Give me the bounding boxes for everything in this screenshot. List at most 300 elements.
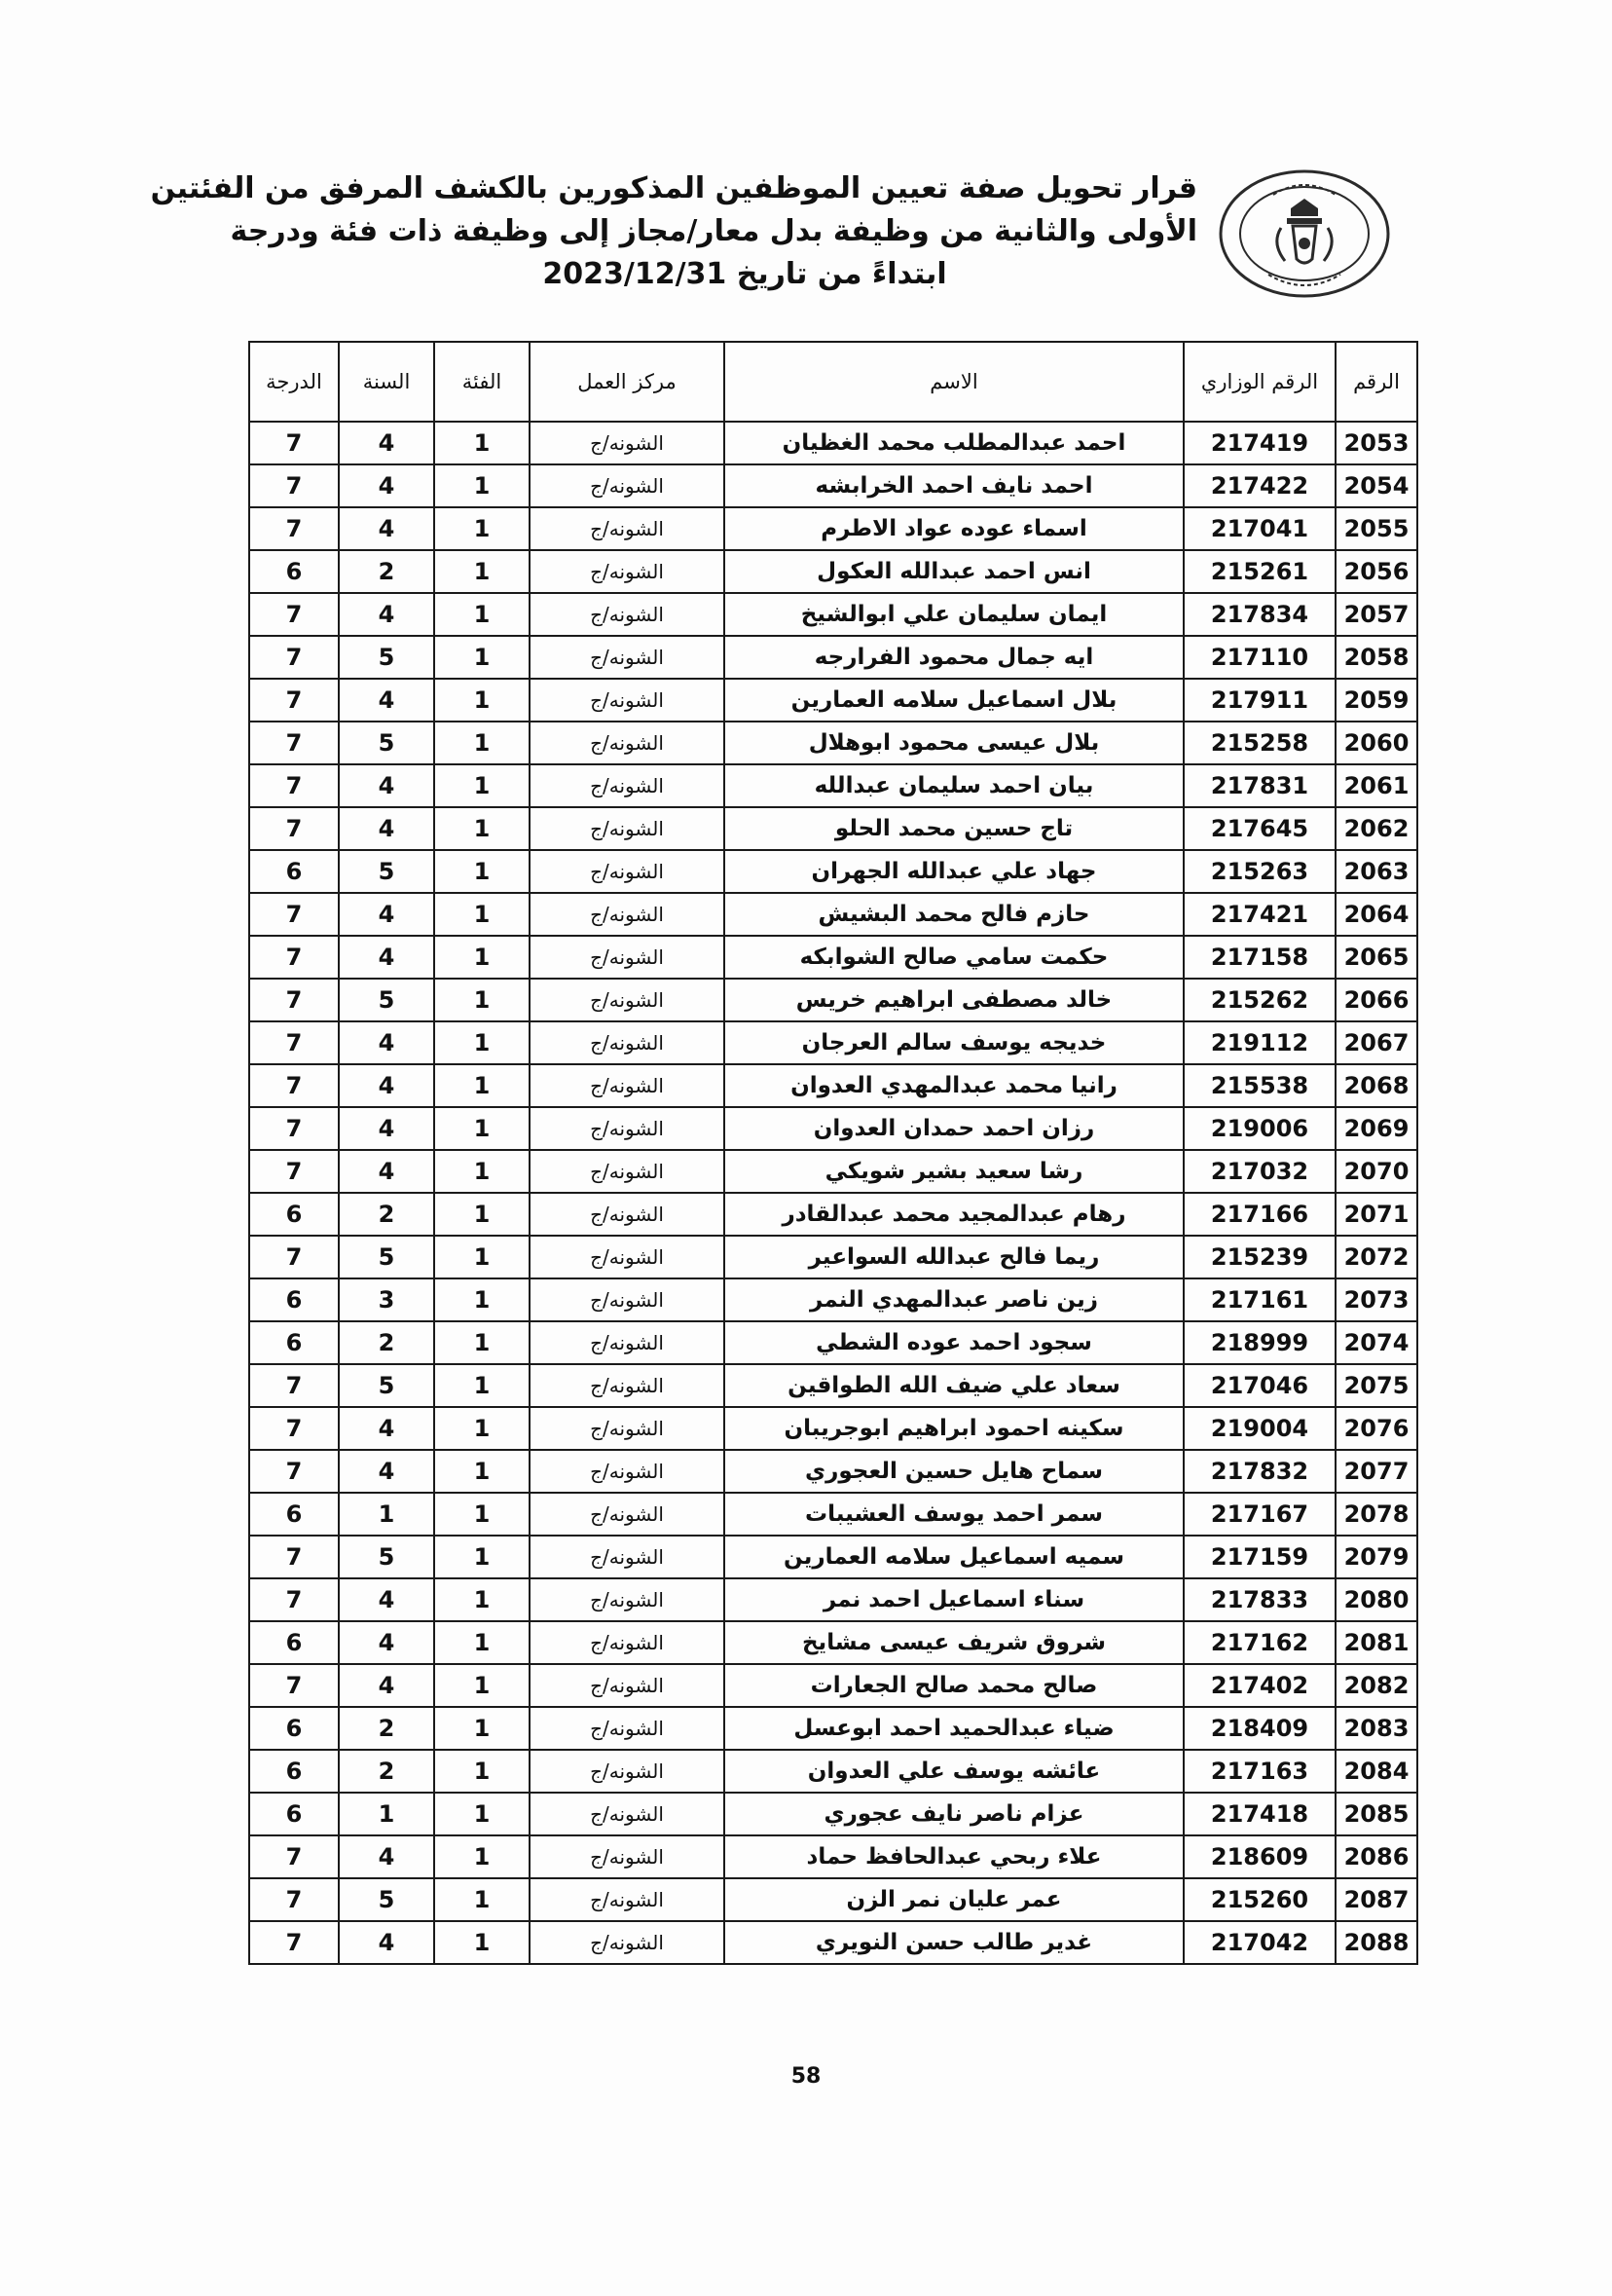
cell-work-center: الشونه/ج xyxy=(530,1707,724,1750)
cell-category: 1 xyxy=(434,679,530,722)
cell-year: 2 xyxy=(339,1193,434,1236)
cell-year: 4 xyxy=(339,1664,434,1707)
cell-grade: 7 xyxy=(249,722,339,764)
cell-work-center: الشونه/ج xyxy=(530,893,724,936)
cell-ministry-id: 217422 xyxy=(1184,464,1336,507)
cell-ministry-id: 217158 xyxy=(1184,936,1336,979)
cell-category: 1 xyxy=(434,979,530,1021)
column-header-work-center: مركز العمل xyxy=(530,342,724,422)
cell-ministry-id: 215262 xyxy=(1184,979,1336,1021)
cell-year: 4 xyxy=(339,893,434,936)
cell-num: 2057 xyxy=(1336,593,1417,636)
cell-year: 4 xyxy=(339,1107,434,1150)
table-row xyxy=(249,1407,1417,1450)
cell-grade: 7 xyxy=(249,593,339,636)
cell-num: 2055 xyxy=(1336,507,1417,550)
table-row xyxy=(249,1493,1417,1536)
cell-work-center: الشونه/ج xyxy=(530,1493,724,1536)
cell-category: 1 xyxy=(434,1193,530,1236)
table-row xyxy=(249,593,1417,636)
table-row xyxy=(249,464,1417,507)
table-row xyxy=(249,893,1417,936)
cell-work-center: الشونه/ج xyxy=(530,422,724,464)
cell-ministry-id: 217041 xyxy=(1184,507,1336,550)
cell-name: انس احمد عبدالله العكول xyxy=(724,550,1184,593)
cell-category: 1 xyxy=(434,1107,530,1150)
cell-num: 2085 xyxy=(1336,1793,1417,1835)
cell-work-center: الشونه/ج xyxy=(530,1878,724,1921)
cell-name: تاج حسين محمد الحلو xyxy=(724,807,1184,850)
cell-ministry-id: 217161 xyxy=(1184,1278,1336,1321)
cell-name: ايمان سليمان علي ابوالشيخ xyxy=(724,593,1184,636)
cell-grade: 7 xyxy=(249,422,339,464)
cell-ministry-id: 215239 xyxy=(1184,1236,1336,1278)
cell-name: سناء اسماعيل احمد نمر xyxy=(724,1578,1184,1621)
table-row xyxy=(249,1064,1417,1107)
cell-work-center: الشونه/ج xyxy=(530,1278,724,1321)
cell-num: 2088 xyxy=(1336,1921,1417,1964)
table-row xyxy=(249,979,1417,1021)
cell-work-center: الشونه/ج xyxy=(530,1064,724,1107)
cell-work-center: الشونه/ج xyxy=(530,1750,724,1793)
table-body xyxy=(249,422,1417,1964)
cell-work-center: الشونه/ج xyxy=(530,1407,724,1450)
cell-name: سعاد علي ضيف الله الطواقين xyxy=(724,1364,1184,1407)
cell-grade: 7 xyxy=(249,1878,339,1921)
cell-grade: 7 xyxy=(249,893,339,936)
cell-grade: 7 xyxy=(249,1835,339,1878)
decision-heading xyxy=(150,167,1197,296)
cell-ministry-id: 219112 xyxy=(1184,1021,1336,1064)
cell-grade: 6 xyxy=(249,1707,339,1750)
cell-grade: 7 xyxy=(249,507,339,550)
cell-name: جهاد علي عبدالله الجهران xyxy=(724,850,1184,893)
cell-name: زين ناصر عبدالمهدي النمر xyxy=(724,1278,1184,1321)
cell-year: 4 xyxy=(339,1921,434,1964)
cell-name: رانيا محمد عبدالمهدي العدوان xyxy=(724,1064,1184,1107)
cell-category: 1 xyxy=(434,850,530,893)
cell-grade: 7 xyxy=(249,1150,339,1193)
cell-num: 2070 xyxy=(1336,1150,1417,1193)
cell-name: بلال اسماعيل سلامه العمارين xyxy=(724,679,1184,722)
table-row xyxy=(249,550,1417,593)
cell-name: ضياء عبدالحميد احمد ابوعسل xyxy=(724,1707,1184,1750)
cell-work-center: الشونه/ج xyxy=(530,807,724,850)
cell-name: اسماء عوده عواد الاطرم xyxy=(724,507,1184,550)
table-header-row xyxy=(249,342,1417,422)
heading-line-3: ابتداءً من تاريخ 2023/12/31 xyxy=(542,257,947,291)
cell-work-center: الشونه/ج xyxy=(530,1321,724,1364)
cell-category: 1 xyxy=(434,1364,530,1407)
column-header-category: الفئة xyxy=(434,342,530,422)
table-row xyxy=(249,636,1417,679)
cell-ministry-id: 217833 xyxy=(1184,1578,1336,1621)
cell-year: 4 xyxy=(339,1064,434,1107)
cell-category: 1 xyxy=(434,1536,530,1578)
table-row xyxy=(249,507,1417,550)
cell-ministry-id: 215260 xyxy=(1184,1878,1336,1921)
cell-name: سجود احمد عوده الشطي xyxy=(724,1321,1184,1364)
cell-work-center: الشونه/ج xyxy=(530,1793,724,1835)
cell-num: 2064 xyxy=(1336,893,1417,936)
cell-name: ريما فالح عبدالله السواعير xyxy=(724,1236,1184,1278)
table-row xyxy=(249,1364,1417,1407)
cell-num: 2071 xyxy=(1336,1193,1417,1236)
cell-grade: 7 xyxy=(249,1407,339,1450)
cell-category: 1 xyxy=(434,464,530,507)
cell-category: 1 xyxy=(434,722,530,764)
cell-name: احمد نايف احمد الخرابشه xyxy=(724,464,1184,507)
cell-ministry-id: 217911 xyxy=(1184,679,1336,722)
table-row xyxy=(249,1278,1417,1321)
cell-category: 1 xyxy=(434,893,530,936)
cell-num: 2076 xyxy=(1336,1407,1417,1450)
cell-work-center: الشونه/ج xyxy=(530,1236,724,1278)
cell-category: 1 xyxy=(434,1064,530,1107)
cell-name: عائشه يوسف علي العدوان xyxy=(724,1750,1184,1793)
cell-category: 1 xyxy=(434,636,530,679)
cell-category: 1 xyxy=(434,1021,530,1064)
cell-category: 1 xyxy=(434,1793,530,1835)
cell-num: 2080 xyxy=(1336,1578,1417,1621)
cell-year: 2 xyxy=(339,1321,434,1364)
cell-ministry-id: 219004 xyxy=(1184,1407,1336,1450)
cell-name: خالد مصطفى ابراهيم خريس xyxy=(724,979,1184,1021)
cell-year: 5 xyxy=(339,636,434,679)
cell-num: 2086 xyxy=(1336,1835,1417,1878)
cell-ministry-id: 217167 xyxy=(1184,1493,1336,1536)
cell-work-center: الشونه/ج xyxy=(530,1921,724,1964)
cell-num: 2056 xyxy=(1336,550,1417,593)
cell-num: 2072 xyxy=(1336,1236,1417,1278)
cell-year: 3 xyxy=(339,1278,434,1321)
table-row xyxy=(249,1021,1417,1064)
page-number: 58 xyxy=(790,2064,822,2089)
cell-num: 2062 xyxy=(1336,807,1417,850)
cell-num: 2067 xyxy=(1336,1021,1417,1064)
cell-work-center: الشونه/ج xyxy=(530,1664,724,1707)
cell-grade: 7 xyxy=(249,1364,339,1407)
cell-ministry-id: 217032 xyxy=(1184,1150,1336,1193)
cell-name: احمد عبدالمطلب محمد الغظيان xyxy=(724,422,1184,464)
cell-year: 4 xyxy=(339,807,434,850)
cell-ministry-id: 218999 xyxy=(1184,1321,1336,1364)
cell-ministry-id: 215538 xyxy=(1184,1064,1336,1107)
cell-work-center: الشونه/ج xyxy=(530,1450,724,1493)
cell-name: رهام عبدالمجيد محمد عبدالقادر xyxy=(724,1193,1184,1236)
cell-ministry-id: 219006 xyxy=(1184,1107,1336,1150)
cell-num: 2063 xyxy=(1336,850,1417,893)
cell-work-center: الشونه/ج xyxy=(530,679,724,722)
cell-year: 4 xyxy=(339,1578,434,1621)
cell-year: 2 xyxy=(339,1750,434,1793)
cell-year: 4 xyxy=(339,1835,434,1878)
cell-num: 2065 xyxy=(1336,936,1417,979)
table-row xyxy=(249,1835,1417,1878)
cell-num: 2059 xyxy=(1336,679,1417,722)
cell-name: علاء ربحي عبدالحافظ حماد xyxy=(724,1835,1184,1878)
cell-year: 2 xyxy=(339,1707,434,1750)
cell-name: عزام ناصر نايف عجوري xyxy=(724,1793,1184,1835)
cell-grade: 7 xyxy=(249,807,339,850)
cell-year: 4 xyxy=(339,936,434,979)
cell-num: 2083 xyxy=(1336,1707,1417,1750)
cell-grade: 7 xyxy=(249,979,339,1021)
cell-year: 4 xyxy=(339,1150,434,1193)
cell-name: ايه جمال محمود الفرارجه xyxy=(724,636,1184,679)
cell-name: بيان احمد سليمان عبدالله xyxy=(724,764,1184,807)
cell-work-center: الشونه/ج xyxy=(530,1578,724,1621)
table-row xyxy=(249,850,1417,893)
table-row xyxy=(249,764,1417,807)
cell-ministry-id: 217645 xyxy=(1184,807,1336,850)
cell-work-center: الشونه/ج xyxy=(530,636,724,679)
cell-year: 5 xyxy=(339,979,434,1021)
cell-name: حازم فالح محمد البشيش xyxy=(724,893,1184,936)
table-row xyxy=(249,1664,1417,1707)
cell-grade: 7 xyxy=(249,1064,339,1107)
ministry-emblem-icon xyxy=(1215,166,1395,302)
cell-work-center: الشونه/ج xyxy=(530,1835,724,1878)
cell-category: 1 xyxy=(434,1707,530,1750)
cell-grade: 7 xyxy=(249,1921,339,1964)
cell-num: 2058 xyxy=(1336,636,1417,679)
cell-year: 4 xyxy=(339,507,434,550)
cell-num: 2087 xyxy=(1336,1878,1417,1921)
cell-ministry-id: 218409 xyxy=(1184,1707,1336,1750)
cell-year: 5 xyxy=(339,722,434,764)
cell-name: سميه اسماعيل سلامه العمارين xyxy=(724,1536,1184,1578)
cell-year: 4 xyxy=(339,464,434,507)
cell-category: 1 xyxy=(434,1878,530,1921)
cell-category: 1 xyxy=(434,1407,530,1450)
cell-year: 5 xyxy=(339,850,434,893)
cell-grade: 7 xyxy=(249,1236,339,1278)
cell-num: 2079 xyxy=(1336,1536,1417,1578)
cell-year: 1 xyxy=(339,1493,434,1536)
heading-line-2: الأولى والثانية من وظيفة بدل معار/مجاز إلى وظيفة ذات فئة ودرجة xyxy=(230,214,1197,248)
cell-year: 4 xyxy=(339,764,434,807)
cell-grade: 7 xyxy=(249,1664,339,1707)
column-header-name: الاسم xyxy=(724,342,1184,422)
table-row xyxy=(249,1236,1417,1278)
cell-ministry-id: 217159 xyxy=(1184,1536,1336,1578)
cell-grade: 6 xyxy=(249,1493,339,1536)
cell-work-center: الشونه/ج xyxy=(530,550,724,593)
cell-category: 1 xyxy=(434,764,530,807)
cell-grade: 6 xyxy=(249,1793,339,1835)
cell-category: 1 xyxy=(434,1321,530,1364)
cell-year: 4 xyxy=(339,679,434,722)
cell-ministry-id: 217166 xyxy=(1184,1193,1336,1236)
cell-ministry-id: 217418 xyxy=(1184,1793,1336,1835)
cell-name: سمر احمد يوسف العشيبات xyxy=(724,1493,1184,1536)
cell-grade: 7 xyxy=(249,636,339,679)
cell-work-center: الشونه/ج xyxy=(530,593,724,636)
cell-grade: 6 xyxy=(249,1321,339,1364)
cell-name: سكينه احمود ابراهيم ابوجريبان xyxy=(724,1407,1184,1450)
cell-work-center: الشونه/ج xyxy=(530,722,724,764)
column-header-ministry-id: الرقم الوزاري xyxy=(1184,342,1336,422)
cell-work-center: الشونه/ج xyxy=(530,936,724,979)
cell-category: 1 xyxy=(434,1450,530,1493)
cell-name: حكمت سامي صالح الشوابكه xyxy=(724,936,1184,979)
cell-category: 1 xyxy=(434,1150,530,1193)
cell-category: 1 xyxy=(434,1493,530,1536)
cell-work-center: الشونه/ج xyxy=(530,1107,724,1150)
cell-work-center: الشونه/ج xyxy=(530,764,724,807)
cell-category: 1 xyxy=(434,1278,530,1321)
cell-grade: 7 xyxy=(249,764,339,807)
cell-num: 2082 xyxy=(1336,1664,1417,1707)
cell-year: 4 xyxy=(339,1407,434,1450)
cell-year: 4 xyxy=(339,593,434,636)
cell-grade: 7 xyxy=(249,679,339,722)
cell-ministry-id: 218609 xyxy=(1184,1835,1336,1878)
cell-work-center: الشونه/ج xyxy=(530,507,724,550)
cell-year: 4 xyxy=(339,422,434,464)
cell-ministry-id: 217162 xyxy=(1184,1621,1336,1664)
cell-num: 2066 xyxy=(1336,979,1417,1021)
cell-grade: 6 xyxy=(249,1621,339,1664)
cell-name: صالح محمد صالح الجعارات xyxy=(724,1664,1184,1707)
cell-work-center: الشونه/ج xyxy=(530,1150,724,1193)
cell-category: 1 xyxy=(434,1236,530,1278)
cell-year: 2 xyxy=(339,550,434,593)
cell-ministry-id: 217834 xyxy=(1184,593,1336,636)
cell-ministry-id: 217421 xyxy=(1184,893,1336,936)
cell-grade: 7 xyxy=(249,1536,339,1578)
cell-category: 1 xyxy=(434,807,530,850)
cell-grade: 7 xyxy=(249,1578,339,1621)
heading-line-1: قرار تحويل صفة تعيين الموظفين المذكورين بالكشف المرفق من الفئتين xyxy=(150,171,1197,205)
cell-year: 5 xyxy=(339,1878,434,1921)
cell-category: 1 xyxy=(434,1664,530,1707)
cell-grade: 6 xyxy=(249,1278,339,1321)
cell-year: 5 xyxy=(339,1364,434,1407)
table-row xyxy=(249,936,1417,979)
table-row xyxy=(249,1450,1417,1493)
column-header-year: السنة xyxy=(339,342,434,422)
table-row xyxy=(249,1878,1417,1921)
cell-work-center: الشونه/ج xyxy=(530,979,724,1021)
cell-category: 1 xyxy=(434,593,530,636)
cell-grade: 7 xyxy=(249,1450,339,1493)
table-row xyxy=(249,1707,1417,1750)
table-row xyxy=(249,422,1417,464)
cell-grade: 6 xyxy=(249,550,339,593)
cell-work-center: الشونه/ج xyxy=(530,850,724,893)
cell-grade: 6 xyxy=(249,850,339,893)
employee-table xyxy=(248,341,1418,1965)
table-row xyxy=(249,1621,1417,1664)
cell-num: 2054 xyxy=(1336,464,1417,507)
cell-category: 1 xyxy=(434,1835,530,1878)
cell-num: 2075 xyxy=(1336,1364,1417,1407)
cell-ministry-id: 215261 xyxy=(1184,550,1336,593)
cell-year: 4 xyxy=(339,1621,434,1664)
cell-num: 2069 xyxy=(1336,1107,1417,1150)
cell-name: رشا سعيد بشير شويكي xyxy=(724,1150,1184,1193)
cell-grade: 7 xyxy=(249,464,339,507)
cell-name: سماح هايل حسين العجوري xyxy=(724,1450,1184,1493)
table-row xyxy=(249,722,1417,764)
table-row xyxy=(249,679,1417,722)
cell-year: 5 xyxy=(339,1236,434,1278)
cell-num: 2081 xyxy=(1336,1621,1417,1664)
cell-ministry-id: 217831 xyxy=(1184,764,1336,807)
cell-category: 1 xyxy=(434,1621,530,1664)
cell-name: رزان احمد حمدان العدوان xyxy=(724,1107,1184,1150)
cell-ministry-id: 215263 xyxy=(1184,850,1336,893)
cell-num: 2078 xyxy=(1336,1493,1417,1536)
table-row xyxy=(249,807,1417,850)
cell-ministry-id: 217042 xyxy=(1184,1921,1336,1964)
table-row xyxy=(249,1578,1417,1621)
cell-num: 2073 xyxy=(1336,1278,1417,1321)
cell-category: 1 xyxy=(434,1578,530,1621)
cell-year: 5 xyxy=(339,1536,434,1578)
cell-ministry-id: 215258 xyxy=(1184,722,1336,764)
cell-grade: 6 xyxy=(249,1750,339,1793)
cell-category: 1 xyxy=(434,550,530,593)
cell-ministry-id: 217832 xyxy=(1184,1450,1336,1493)
table-row xyxy=(249,1921,1417,1964)
cell-num: 2053 xyxy=(1336,422,1417,464)
cell-year: 4 xyxy=(339,1021,434,1064)
cell-num: 2061 xyxy=(1336,764,1417,807)
cell-ministry-id: 217402 xyxy=(1184,1664,1336,1707)
cell-ministry-id: 217110 xyxy=(1184,636,1336,679)
cell-work-center: الشونه/ج xyxy=(530,1193,724,1236)
cell-year: 1 xyxy=(339,1793,434,1835)
table-row xyxy=(249,1750,1417,1793)
cell-work-center: الشونه/ج xyxy=(530,1621,724,1664)
cell-work-center: الشونه/ج xyxy=(530,1364,724,1407)
cell-ministry-id: 217163 xyxy=(1184,1750,1336,1793)
cell-category: 1 xyxy=(434,1921,530,1964)
cell-name: غدير طالب حسن النويري xyxy=(724,1921,1184,1964)
cell-num: 2084 xyxy=(1336,1750,1417,1793)
cell-category: 1 xyxy=(434,1750,530,1793)
table-row xyxy=(249,1536,1417,1578)
cell-num: 2060 xyxy=(1336,722,1417,764)
table-row xyxy=(249,1321,1417,1364)
table-row xyxy=(249,1150,1417,1193)
cell-category: 1 xyxy=(434,936,530,979)
cell-ministry-id: 217046 xyxy=(1184,1364,1336,1407)
cell-year: 4 xyxy=(339,1450,434,1493)
cell-grade: 6 xyxy=(249,1193,339,1236)
table-row xyxy=(249,1107,1417,1150)
cell-category: 1 xyxy=(434,422,530,464)
column-header-num: الرقم xyxy=(1336,342,1417,422)
cell-num: 2068 xyxy=(1336,1064,1417,1107)
cell-num: 2074 xyxy=(1336,1321,1417,1364)
column-header-grade: الدرجة xyxy=(249,342,339,422)
cell-name: عمر عليان نمر الزن xyxy=(724,1878,1184,1921)
cell-grade: 7 xyxy=(249,936,339,979)
cell-work-center: الشونه/ج xyxy=(530,1021,724,1064)
cell-name: شروق شريف عيسى مشايخ xyxy=(724,1621,1184,1664)
cell-ministry-id: 217419 xyxy=(1184,422,1336,464)
cell-work-center: الشونه/ج xyxy=(530,1536,724,1578)
cell-name: بلال عيسى محمود ابوهلال xyxy=(724,722,1184,764)
cell-work-center: الشونه/ج xyxy=(530,464,724,507)
cell-grade: 7 xyxy=(249,1107,339,1150)
cell-grade: 7 xyxy=(249,1021,339,1064)
table-row xyxy=(249,1193,1417,1236)
